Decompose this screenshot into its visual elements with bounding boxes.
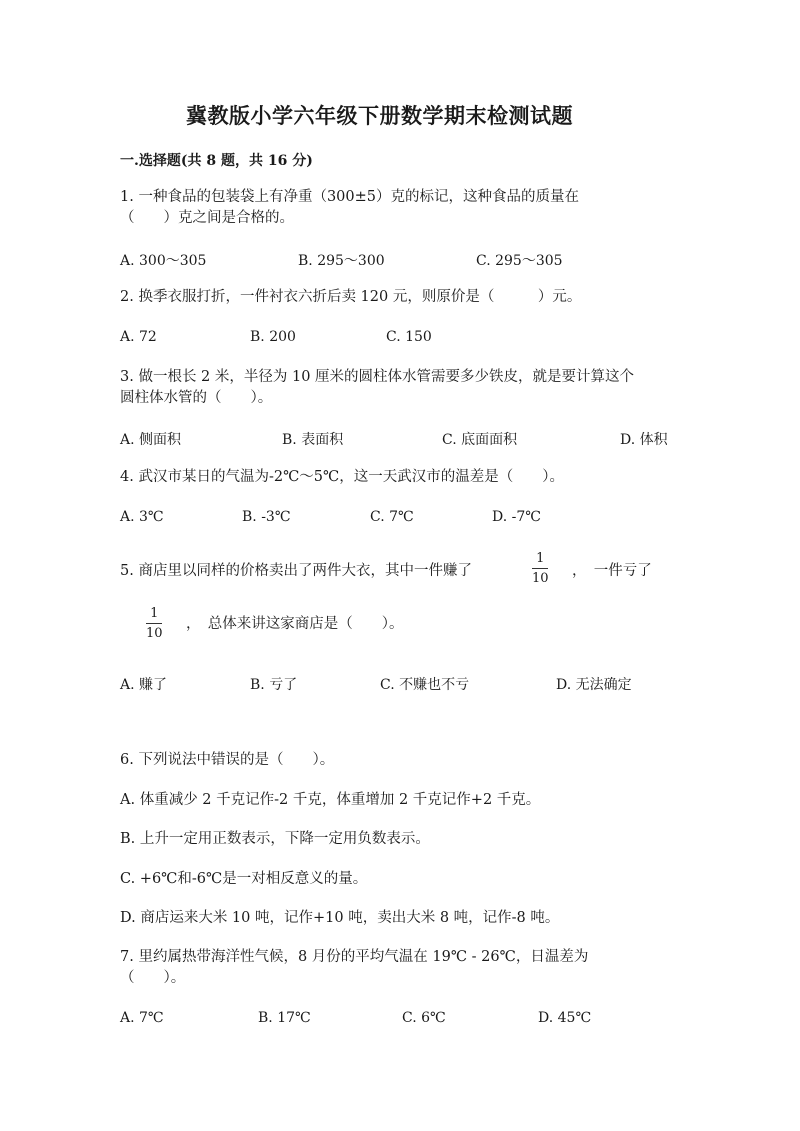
question-2-option-c: C. 150 xyxy=(386,329,432,345)
question-3-line-2: 圆柱体水管的（ ）。 xyxy=(120,390,273,406)
question-5-line-1: 5. 商店里以同样的价格卖出了两件大衣，其中一件赚了 xyxy=(120,563,472,579)
question-1-option-c: C. 295～305 xyxy=(476,253,563,269)
question-3-line-1: 3. 做一根长 2 米，半径为 10 厘米的圆柱体水管需要多少铁皮，就是要计算这个 xyxy=(120,369,635,385)
question-4-option-a: A. 3℃ xyxy=(120,509,164,525)
question-6-option-b: B. 上升一定用正数表示，下降一定用负数表示。 xyxy=(120,831,430,847)
question-7-line-2: （ ）。 xyxy=(120,970,186,986)
question-5-option-c: C. 不赚也不亏 xyxy=(380,677,470,693)
question-2-option-b: B. 200 xyxy=(250,329,296,345)
section-heading: 一.选择题(共 8 题，共 16 分) xyxy=(120,153,313,169)
question-5-option-a: A. 赚了 xyxy=(120,677,168,693)
question-5-option-b: B. 亏了 xyxy=(250,677,298,693)
question-3-option-a: A. 侧面积 xyxy=(120,432,182,448)
question-6-line-1: 6. 下列说法中错误的是（ ）。 xyxy=(120,752,335,768)
page-title: 冀教版小学六年级下册数学期末检测试题 xyxy=(186,103,573,128)
question-7-line-1: 7. 里约属热带海洋性气候，8 月份的平均气温在 19℃ - 26℃，日温差为 xyxy=(120,949,589,965)
question-6-option-a: A. 体重减少 2 千克记作-2 千克，体重增加 2 千克记作+2 千克。 xyxy=(120,792,541,808)
fraction-bar xyxy=(146,623,162,624)
question-4-option-d: D. -7℃ xyxy=(492,509,541,525)
fraction-denominator: 10 xyxy=(146,626,163,641)
question-7-option-c: C. 6℃ xyxy=(402,1010,446,1026)
fraction-one-tenth xyxy=(532,551,549,586)
question-7-option-a: A. 7℃ xyxy=(120,1010,164,1026)
question-6-option-d: D. 商店运来大米 10 吨，记作+10 吨，卖出大米 8 吨，记作-8 吨。 xyxy=(120,910,560,926)
question-6-option-c: C. +6℃和-6℃是一对相反意义的量。 xyxy=(120,871,368,887)
question-7-option-b: B. 17℃ xyxy=(258,1010,311,1026)
fraction-numerator: 1 xyxy=(150,606,159,621)
question-1-option-b: B. 295～300 xyxy=(298,253,385,269)
question-2-line-1: 2. 换季衣服打折，一件衬衣六折后卖 120 元，则原价是（ ）元。 xyxy=(120,289,582,305)
question-1-line-2: （ ）克之间是合格的。 xyxy=(120,210,294,226)
question-3-option-c: C. 底面面积 xyxy=(442,432,518,448)
question-3-option-d: D. 体积 xyxy=(620,432,668,448)
question-3-option-b: B. 表面积 xyxy=(282,432,344,448)
question-2-option-a: A. 72 xyxy=(120,329,157,345)
fraction-bar xyxy=(532,568,548,569)
question-1-option-a: A. 300～305 xyxy=(120,253,207,269)
question-4-option-b: B. -3℃ xyxy=(242,509,291,525)
question-4-line-1: 4. 武汉市某日的气温为-2℃～5℃，这一天武汉市的温差是（ ）。 xyxy=(120,469,564,485)
fraction-denominator: 10 xyxy=(532,571,549,586)
fraction-one-tenth xyxy=(146,606,163,641)
question-5-line-2-tail: ， 总体来讲这家商店是（ ）。 xyxy=(186,616,404,632)
question-4-option-c: C. 7℃ xyxy=(370,509,414,525)
question-1-line-1: 1. 一种食品的包装袋上有净重（300±5）克的标记，这种食品的质量在 xyxy=(120,189,579,205)
question-7-option-d: D. 45℃ xyxy=(538,1010,592,1026)
fraction-numerator: 1 xyxy=(536,551,545,566)
question-5-option-d: D. 无法确定 xyxy=(556,677,632,693)
question-5-line-1-tail: ， 一件亏了 xyxy=(572,563,652,579)
